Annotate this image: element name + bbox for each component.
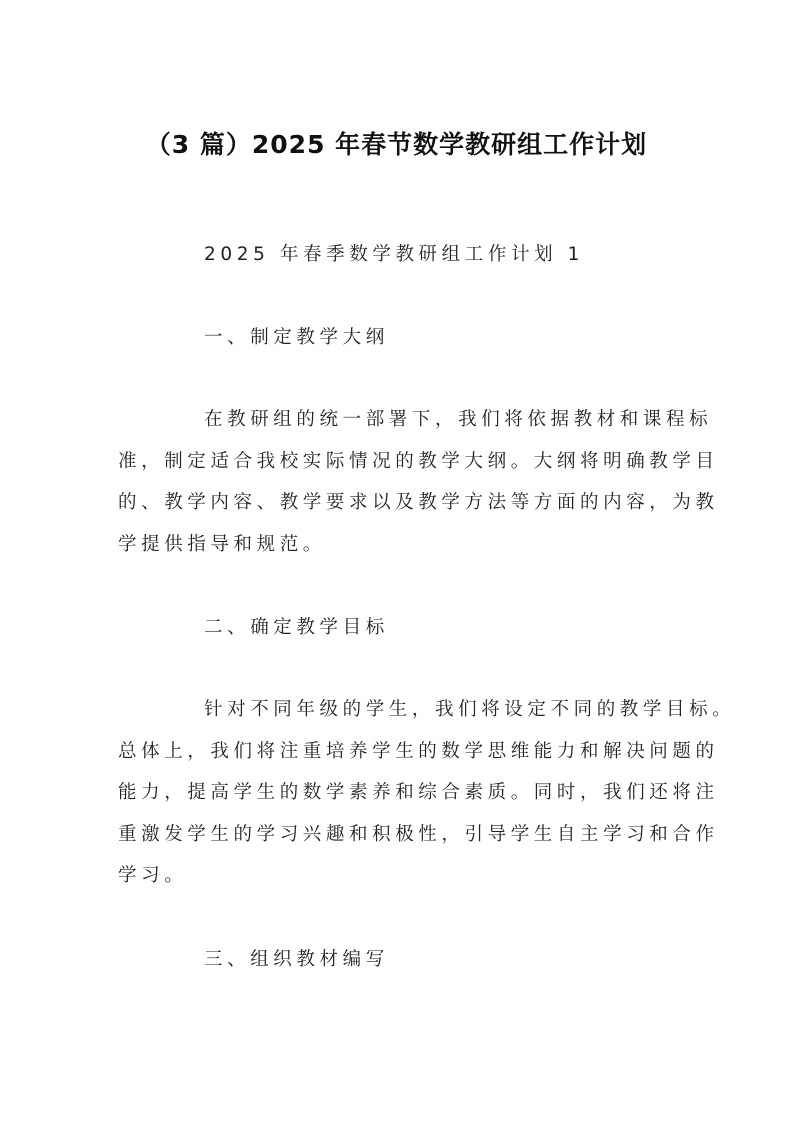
section-heading-3: 三、组织教材编写: [204, 949, 389, 970]
section-heading-2: 二、确定教学目标: [204, 617, 389, 638]
paragraph-line: 针对不同年级的学生，我们将设定不同的教学目标。: [204, 699, 736, 720]
paragraph-line: 能力，提高学生的数学素养和综合素质。同时，我们还将注: [118, 782, 719, 803]
paragraph-line: 重激发学生的学习兴趣和积极性，引导学生自主学习和合作: [118, 824, 719, 845]
document-title: （3 篇）2025 年春节数学教研组工作计划: [145, 130, 648, 159]
section-heading-1: 一、制定教学大纲: [204, 327, 389, 348]
paragraph-line: 的、教学内容、教学要求以及教学方法等方面的内容，为教: [118, 492, 719, 513]
paragraph-line: 准，制定适合我校实际情况的教学大纲。大纲将明确教学目: [118, 451, 719, 472]
paragraph-line: 学习。: [118, 865, 188, 886]
paragraph-line: 总体上，我们将注重培养学生的数学思维能力和解决问题的: [118, 741, 719, 762]
paragraph-line: 学提供指导和规范。: [118, 534, 326, 555]
paragraph-line: 在教研组的统一部署下，我们将依据教材和课程标: [204, 409, 713, 430]
document-subtitle: 2025 年春季数学教研组工作计划 1: [204, 244, 585, 265]
